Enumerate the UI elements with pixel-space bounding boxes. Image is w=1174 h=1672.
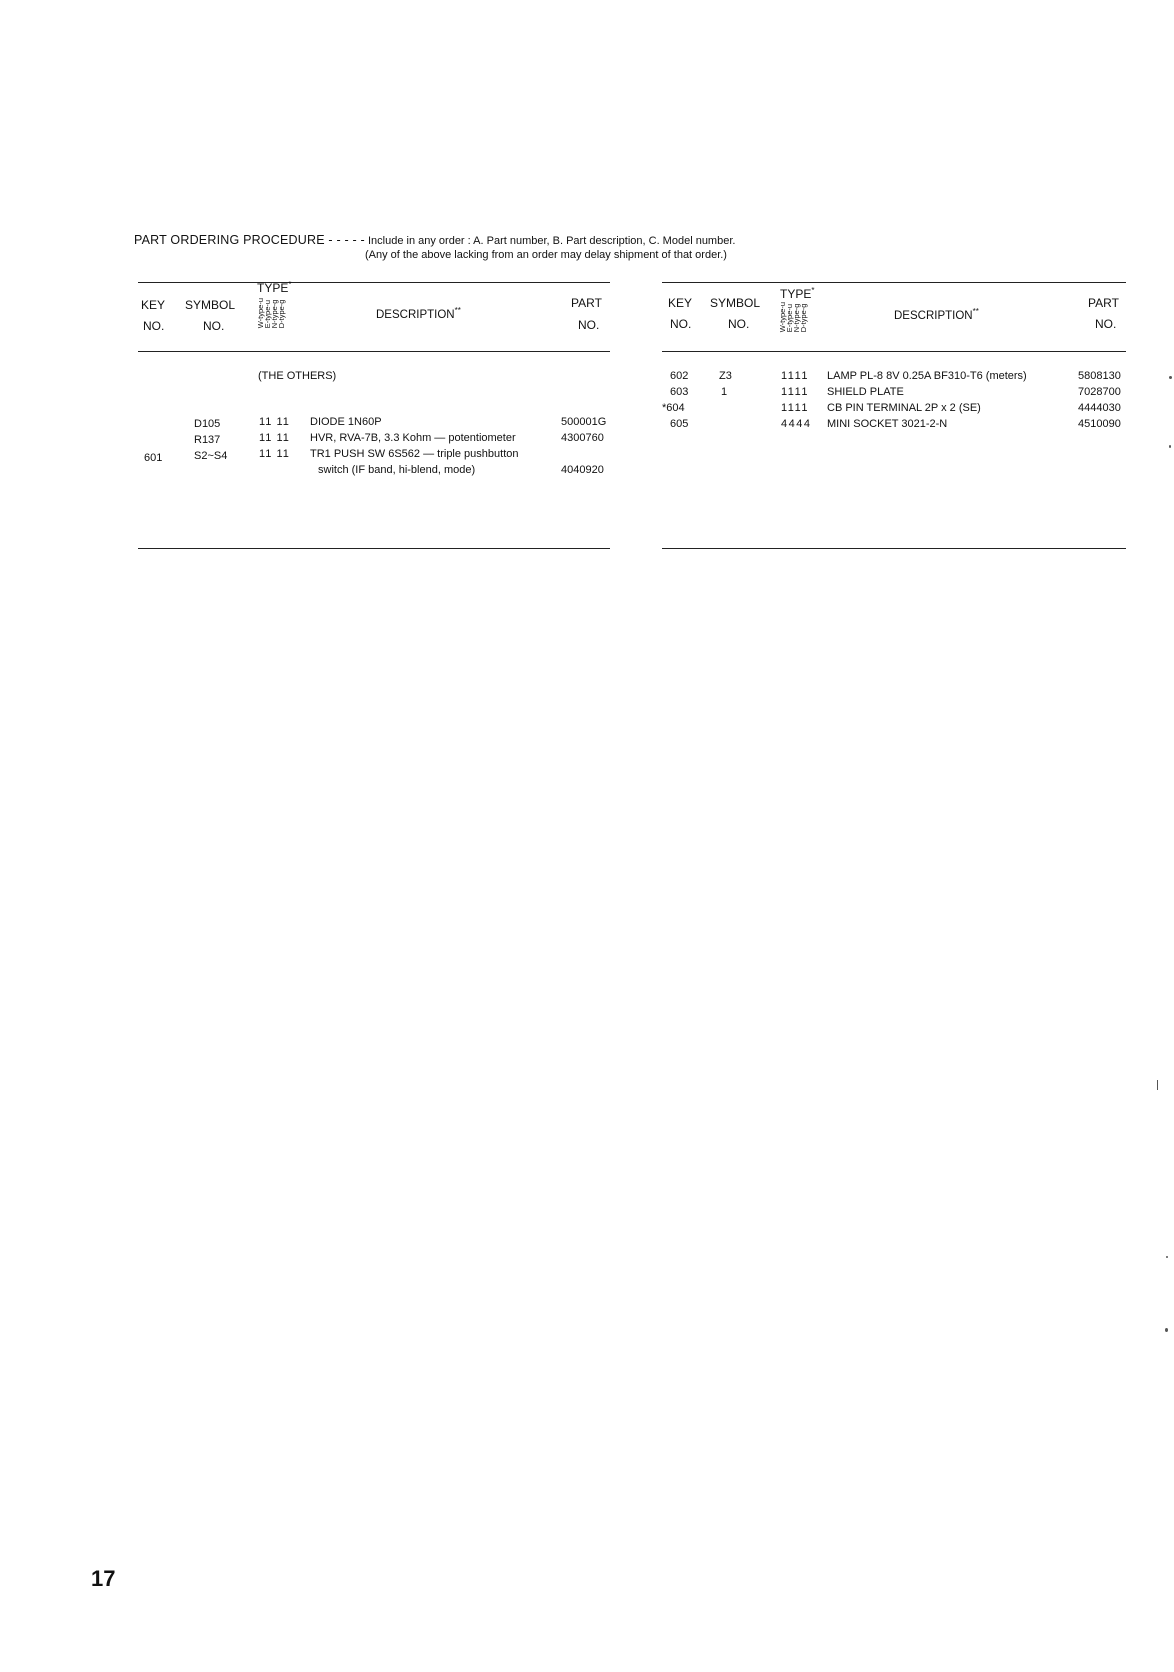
table-row-key: 603 xyxy=(670,386,689,398)
table-row-type: 1111 xyxy=(781,386,810,398)
table-row-key: 601 xyxy=(144,452,163,464)
left-header-key-no: NO. xyxy=(143,319,165,333)
scan-speck xyxy=(1157,1080,1158,1090)
table-row-symbol: R137 xyxy=(194,434,221,446)
right-top-rule xyxy=(662,282,1126,283)
right-header-symbol: SYMBOL xyxy=(710,296,761,310)
right-header-part: PART xyxy=(1088,296,1119,310)
table-row-description: TR1 PUSH SW 6S562 — triple pushbutton xyxy=(310,448,519,460)
ordering-procedure xyxy=(134,233,735,247)
page-number: 17 xyxy=(91,1566,116,1591)
table-row-symbol: 1 xyxy=(721,386,728,398)
table-row-description: HVR, RVA-7B, 3.3 Kohm — potentiometer xyxy=(310,432,516,444)
scan-speck xyxy=(1166,1256,1168,1258)
table-row-part: 5808130 xyxy=(1078,370,1121,382)
table-row-part: 7028700 xyxy=(1078,386,1121,398)
left-header-rule xyxy=(138,351,610,352)
type-label-w: W-type-u xyxy=(256,298,265,329)
table-row-description: CB PIN TERMINAL 2P x 2 (SE) xyxy=(827,402,981,414)
type-label-n: N-type-g xyxy=(270,299,279,329)
table-row-description: LAMP PL-8 8V 0.25A BF310-T6 (meters) xyxy=(827,370,1027,382)
procedure-line-2: (Any of the above lacking from an order may delay shipment of that order.) xyxy=(365,249,727,261)
right-header-key: KEY xyxy=(668,296,693,310)
right-header-key-no: NO. xyxy=(670,317,692,331)
left-header-type: TYPE* xyxy=(257,280,292,295)
right-header-symbol-no: NO. xyxy=(728,317,750,331)
left-header-part-no: NO. xyxy=(578,318,600,332)
table-row-part: 4040920 xyxy=(561,464,604,476)
table-row-type: 11 11 xyxy=(259,416,290,428)
table-row-description: DIODE 1N60P xyxy=(310,416,382,428)
table-row-key: *604 xyxy=(662,402,685,414)
left-header-key: KEY xyxy=(141,298,166,312)
left-header-part: PART xyxy=(571,296,602,310)
type-label-n: N-type-g xyxy=(792,303,801,333)
type-label-d: D-type-g xyxy=(277,299,286,329)
type-label-e: E-type-u xyxy=(263,299,272,329)
right-header-part-no: NO. xyxy=(1095,317,1117,331)
right-header-type: TYPE* xyxy=(780,286,815,301)
type-label-d: D-type-g xyxy=(799,303,808,333)
table-row-symbol: S2~S4 xyxy=(194,450,228,462)
table-row-description: MINI SOCKET 3021-2-N xyxy=(827,418,948,430)
left-bottom-rule xyxy=(138,548,610,549)
table-row-symbol: D105 xyxy=(194,418,221,430)
right-header-rule xyxy=(662,351,1126,352)
left-header-symbol-no: NO. xyxy=(203,319,225,333)
table-row-key: 602 xyxy=(670,370,689,382)
table-row-part: 4444030 xyxy=(1078,402,1121,414)
table-row-part: 500001G xyxy=(561,416,607,428)
table-row-part: 4510090 xyxy=(1078,418,1121,430)
table-row-part: 4300760 xyxy=(561,432,604,444)
scan-speck xyxy=(1165,1328,1168,1332)
table-row-symbol: Z3 xyxy=(719,370,732,382)
section-label: (THE OTHERS) xyxy=(258,370,337,382)
table-row-description: SHIELD PLATE xyxy=(827,386,904,398)
table-row-type: 11 11 xyxy=(259,448,290,460)
table-row-type: 1111 xyxy=(781,370,810,382)
scan-speck xyxy=(1169,445,1171,448)
table-row-type: 4444 xyxy=(781,418,812,430)
scan-speck xyxy=(1169,376,1172,379)
left-header-symbol: SYMBOL xyxy=(185,298,236,312)
table-row-type: 1111 xyxy=(781,402,810,414)
right-header-description: DESCRIPTION** xyxy=(894,307,979,322)
right-bottom-rule xyxy=(662,548,1126,549)
left-top-rule xyxy=(138,282,610,283)
left-type-columns xyxy=(257,298,285,328)
left-header-description: DESCRIPTION** xyxy=(376,306,461,321)
table-row-description: switch (IF band, hi-blend, mode) xyxy=(318,464,476,476)
table-row-key: 605 xyxy=(670,418,689,430)
right-type-columns xyxy=(779,302,807,332)
type-label-e: E-type-u xyxy=(785,303,794,333)
table-row-type: 11 11 xyxy=(259,432,290,444)
type-label-w: W-type-u xyxy=(778,302,787,333)
procedure-line-1: Include in any order : A. Part number, B. Part description, C. Model number. xyxy=(367,235,736,247)
procedure-heading: PART ORDERING PROCEDURE - - - - - xyxy=(134,233,365,247)
